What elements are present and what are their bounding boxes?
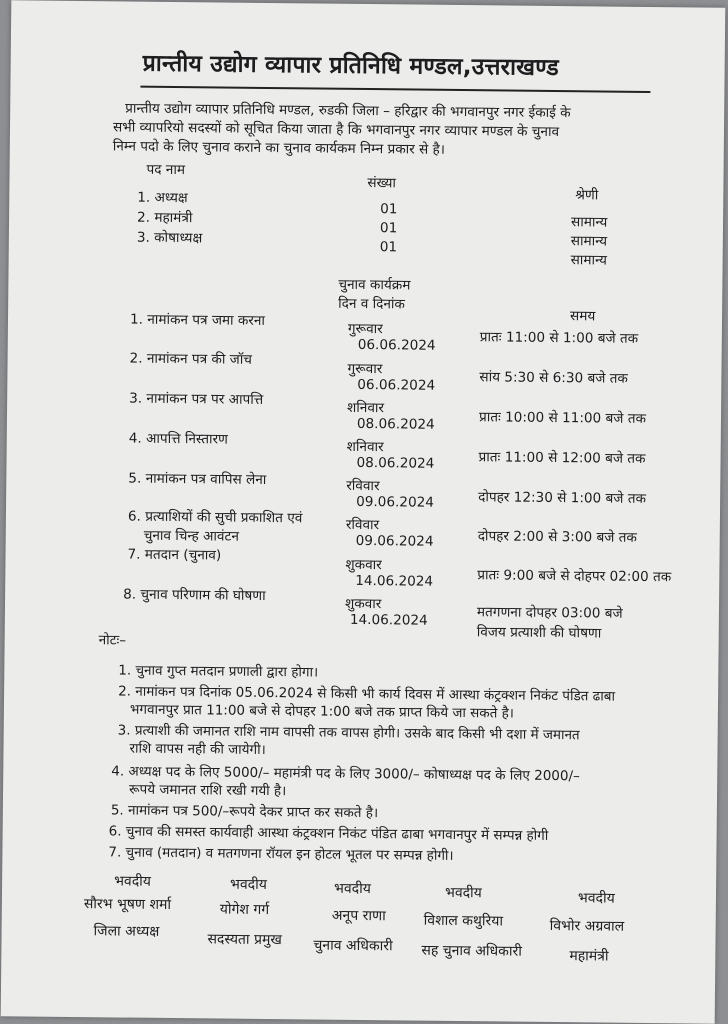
posts-header-name: पद नाम: [146, 161, 186, 179]
note-item-cont: राशि वापस नही की जायेगी।: [129, 740, 266, 758]
note-item: 1. चुनाव गुप्त मतदान प्रणाली द्वारा होगा।: [118, 662, 319, 681]
schedule-event: 3. नामांकन पत्र पर आपत्ति: [129, 390, 264, 408]
schedule-date: 14.06.2024: [355, 572, 434, 590]
schedule-day: रविवार: [346, 477, 380, 495]
schedule-date: 09.06.2024: [355, 532, 434, 550]
post-category: सामान्य: [570, 233, 608, 250]
schedule-date: 08.06.2024: [356, 415, 435, 433]
note-item: 3. प्रत्याशी की जमानत राशि नाम वापसी तक वापस होगी। उसके बाद किसी भी दशा में जमानत: [117, 722, 580, 744]
intro-line: निम्न पदो के लिए चुनाव कराने का चुनाव कार्यकम निम्न प्रकार से है।: [112, 138, 446, 158]
schedule-time: प्रातः 9:00 बजे से दोहपर 02:00 तक: [477, 567, 672, 586]
schedule-event: 6. प्रत्याशियों की सुची प्रकाशित एवं: [127, 508, 303, 527]
signatory-closing: भवदीय: [444, 884, 482, 902]
post-name: 1. अध्यक्ष: [137, 189, 188, 207]
schedule-date: 08.06.2024: [356, 454, 435, 472]
post-count: 01: [380, 201, 398, 218]
schedule-event: 1. नामांकन पत्र जमा करना: [129, 311, 266, 329]
schedule-day: शुकवार: [345, 556, 382, 574]
schedule-time: प्रातः 10:00 से 11:00 बजे तक: [478, 409, 647, 427]
schedule-event: 5. नामांकन पत्र वापिस लेना: [128, 470, 267, 488]
post-name: 3. कोषाध्यक्ष: [136, 229, 203, 247]
note-item: 5. नामांकन पत्र 500/–रूपये देकर प्राप्त कर सकते है।: [110, 802, 379, 822]
note-item: 7. चुनाव (मतदान) व मतगणना रॉयल इन होटल भूतल पर सम्पन्न होगी।: [108, 844, 454, 864]
schedule-time: प्रातः 11:00 से 12:00 बजे तक: [478, 449, 646, 467]
schedule-subheading: दिन व दिनांक: [338, 295, 405, 313]
schedule-time: मतगणना दोपहर 03:00 बजे: [476, 604, 623, 622]
signatory-name: विशाल कथुरिया: [423, 912, 504, 930]
schedule-event: 2. नामांकन पत्र की जॉच: [129, 350, 253, 368]
posts-header-category: श्रेणी: [575, 187, 599, 204]
note-item: 4. अध्यक्ष पद के लिए 5000/– महामंत्री पद के लिए 3000/– कोषाध्यक्ष पद के लिए 2000/–: [111, 763, 580, 785]
signatory-role: चुनाव अधिकारी: [313, 937, 393, 955]
signatory-name: अनूप राणा: [331, 907, 386, 925]
schedule-day: गुरूवार: [347, 360, 383, 378]
signatory-name: योगेश गर्ग: [219, 901, 270, 919]
schedule-date: 06.06.2024: [357, 376, 436, 394]
signatory-closing: भवदीय: [230, 876, 267, 894]
schedule-day: शनिवार: [346, 438, 384, 456]
schedule-day: रविवार: [345, 516, 380, 534]
note-item-cont: रूपये जमानत राशि रखी गयी है।: [128, 781, 287, 800]
signatory-closing: भवदीय: [577, 890, 615, 907]
schedule-heading: चुनाव कार्यक्रम: [338, 276, 411, 294]
schedule-date: 14.06.2024: [349, 611, 428, 629]
note-item-cont: भगवानपुर प्रात 11:00 बजे से दोपहर 1:00 बजे तक प्राप्त किये जा सकते है।: [129, 701, 515, 722]
title-underline: [140, 86, 650, 93]
schedule-day: गुरूवार: [347, 320, 383, 338]
schedule-event: 8. चुनाव परिणाम की घोषणा: [123, 586, 266, 604]
notice-paper: [1, 0, 726, 1023]
signatory-name: विभोर अग्रवाल: [549, 917, 625, 935]
posts-header-count: संख्या: [367, 175, 397, 192]
signatory-role: महामंत्री: [569, 948, 609, 965]
schedule-event: 4. आपत्ति निस्तारण: [128, 430, 228, 448]
schedule-time: दोपहर 12:30 से 1:00 बजे तक: [478, 489, 647, 507]
signatory-name: सौरभ भूषण शर्मा: [83, 896, 172, 914]
post-count: 01: [379, 239, 398, 256]
signatory-role: जिला अध्यक्ष: [93, 923, 160, 940]
note-item: 6. चुनाव की समस्त कार्यवाही आस्था कंट्रक्शन निकंट पंडित ढाबा भगवानपुर में सम्पन्न होगी: [108, 823, 549, 844]
intro-line: सभी व्यापरियो सदस्यों को सूचित किया जाता है कि भगवानपुर नगर व्यापार मण्डल के चुनाव: [112, 119, 560, 141]
schedule-day: शुकवार: [344, 595, 382, 613]
intro-line: प्रान्तीय उद्योग व्यापार प्रतिनिधि मण्डल, रुडकी जिला – हरिद्वार की भगवानपुर नगर ईकाई के: [125, 100, 571, 122]
post-category: सामान्य: [570, 214, 608, 231]
notes-label: नोटः–: [98, 632, 127, 649]
schedule-time-line2: विजय प्रत्याशी की घोषणा: [476, 624, 602, 642]
post-category: सामान्य: [570, 252, 607, 269]
schedule-event: 7. मतदान (चुनाव): [127, 546, 222, 564]
note-item: 2. नामांकन पत्र दिनांक 05.06.2024 से किसी भी कार्य दिवस में आस्था कंट्रक्शन निकंट पंडित ढाबा: [118, 683, 616, 705]
notice-title: प्रान्तीय उद्योग व्यापार प्रतिनिधि मण्डल,उत्तराखण्ड: [142, 50, 559, 82]
schedule-time: दोपहर 2:00 से 3:00 बजे तक: [477, 528, 637, 546]
schedule-time: सांय 5:30 से 6:30 बजे तक: [479, 369, 628, 387]
schedule-date: 09.06.2024: [356, 493, 435, 511]
post-count: 01: [379, 220, 398, 237]
schedule-date: 06.06.2024: [357, 336, 436, 354]
schedule-time: प्रातः 11:00 से 1:00 बजे तक: [479, 329, 639, 347]
signatory-closing: भवदीय: [114, 873, 152, 890]
schedule-event-line2: चुनाव चिन्ह आवंटन: [143, 527, 240, 545]
schedule-day: शनिवार: [347, 399, 385, 417]
schedule-time-header: समय: [569, 308, 596, 325]
signatory-role: सदस्यता प्रमुख: [207, 931, 282, 949]
signatory-role: सह चुनाव अधिकारी: [421, 942, 523, 960]
signatory-closing: भवदीय: [333, 880, 371, 898]
post-name: 2. महामंत्री: [136, 209, 193, 227]
